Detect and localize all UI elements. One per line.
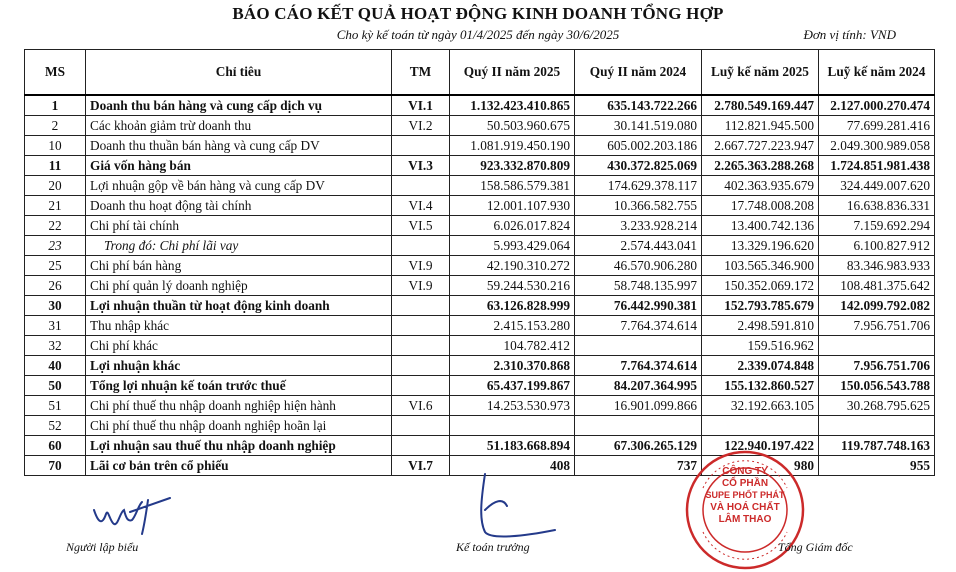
row-ytd-2025: 32.192.663.105 (702, 396, 819, 416)
row-ytd-2025: 155.132.860.527 (702, 376, 819, 396)
row-ytd-2024: 7.956.751.706 (819, 316, 935, 336)
row-note: VI.2 (392, 116, 450, 136)
header-q2-2025: Quý II năm 2025 (450, 50, 575, 96)
row-q2-2024: 737 (575, 456, 702, 476)
row-q2-2024: 430.372.825.069 (575, 156, 702, 176)
table-row (25, 416, 935, 436)
table-row (25, 296, 935, 316)
row-q2-2025: 65.437.199.867 (450, 376, 575, 396)
row-ytd-2024: 119.787.748.163 (819, 436, 935, 456)
row-ytd-2024: 324.449.007.620 (819, 176, 935, 196)
row-code: 2 (25, 116, 86, 136)
row-code: 50 (25, 376, 86, 396)
row-indicator: Thu nhập khác (86, 316, 392, 336)
row-indicator: Giá vốn hàng bán (86, 156, 392, 176)
table-row (25, 216, 935, 236)
row-ytd-2025: 17.748.008.208 (702, 196, 819, 216)
row-q2-2024 (575, 336, 702, 356)
row-note: VI.5 (392, 216, 450, 236)
row-indicator: Chi phí thuế thu nhập doanh nghiệp hiện hành (86, 396, 392, 416)
row-ytd-2025 (702, 416, 819, 436)
row-indicator: Doanh thu bán hàng và cung cấp dịch vụ (86, 95, 392, 116)
row-code: 40 (25, 356, 86, 376)
row-indicator: Lợi nhuận khác (86, 356, 392, 376)
row-ytd-2025: 2.265.363.288.268 (702, 156, 819, 176)
row-q2-2024: 605.002.203.186 (575, 136, 702, 156)
row-code: 51 (25, 396, 86, 416)
currency-unit: Đơn vị tính: VND (803, 27, 896, 42)
row-indicator: Trong đó: Chi phí lãi vay (86, 236, 392, 256)
row-indicator: Lợi nhuận thuần từ hoạt động kinh doanh (86, 296, 392, 316)
table-row (25, 396, 935, 416)
row-q2-2025: 63.126.828.999 (450, 296, 575, 316)
row-ytd-2025: 2.498.591.810 (702, 316, 819, 336)
row-code: 22 (25, 216, 86, 236)
table-row (25, 156, 935, 176)
row-code: 52 (25, 416, 86, 436)
row-ytd-2025: 402.363.935.679 (702, 176, 819, 196)
row-note (392, 416, 450, 436)
seal-line-3: SUPE PHỐT PHÁT (705, 490, 785, 500)
table-row (25, 356, 935, 376)
row-ytd-2025: 13.329.196.620 (702, 236, 819, 256)
row-q2-2025: 2.415.153.280 (450, 316, 575, 336)
row-code: 26 (25, 276, 86, 296)
row-code: 70 (25, 456, 86, 476)
seal-line-4: VÀ HOÁ CHẤT (710, 502, 780, 513)
row-code: 31 (25, 316, 86, 336)
preparer-signature (90, 492, 180, 536)
table-row (25, 196, 935, 216)
row-ytd-2024 (819, 336, 935, 356)
row-q2-2024 (575, 416, 702, 436)
chief-accountant-signature (455, 470, 565, 540)
row-ytd-2025: 2.780.549.169.447 (702, 95, 819, 116)
row-ytd-2024: 150.056.543.788 (819, 376, 935, 396)
row-code: 20 (25, 176, 86, 196)
seal-line-1: CÔNG TY (722, 466, 768, 477)
row-ytd-2025: 150.352.069.172 (702, 276, 819, 296)
row-ytd-2025: 2.339.074.848 (702, 356, 819, 376)
row-q2-2025: 2.310.370.868 (450, 356, 575, 376)
row-ytd-2025: 2.667.727.223.947 (702, 136, 819, 156)
header-indicator: Chỉ tiêu (86, 50, 392, 96)
row-q2-2025: 158.586.579.381 (450, 176, 575, 196)
row-ytd-2024: 108.481.375.642 (819, 276, 935, 296)
row-q2-2024: 58.748.135.997 (575, 276, 702, 296)
row-q2-2025 (450, 416, 575, 436)
row-code: 11 (25, 156, 86, 176)
row-ytd-2024: 83.346.983.933 (819, 256, 935, 276)
row-q2-2025: 104.782.412 (450, 336, 575, 356)
row-code: 32 (25, 336, 86, 356)
row-q2-2025: 42.190.310.272 (450, 256, 575, 276)
row-note (392, 436, 450, 456)
row-ytd-2025: 122.940.197.422 (702, 436, 819, 456)
row-note: VI.1 (392, 95, 450, 116)
director-label: Tổng Giám đốc (778, 540, 853, 554)
row-ytd-2024: 7.956.751.706 (819, 356, 935, 376)
row-ytd-2024: 30.268.795.625 (819, 396, 935, 416)
table-row (25, 236, 935, 256)
row-ytd-2024: 6.100.827.912 (819, 236, 935, 256)
row-ytd-2025: 103.565.346.900 (702, 256, 819, 276)
row-q2-2024: 84.207.364.995 (575, 376, 702, 396)
header-ytd-2024: Luỹ kế năm 2024 (819, 50, 935, 96)
row-ytd-2025: 112.821.945.500 (702, 116, 819, 136)
row-indicator: Lãi cơ bản trên cổ phiếu (86, 456, 392, 476)
chief-accountant-label: Kế toán trưởng (456, 540, 530, 554)
row-ytd-2025: 13.400.742.136 (702, 216, 819, 236)
table-row (25, 136, 935, 156)
row-note (392, 176, 450, 196)
row-note: VI.9 (392, 256, 450, 276)
row-note (392, 356, 450, 376)
row-indicator: Chi phí bán hàng (86, 256, 392, 276)
row-note (392, 296, 450, 316)
header-note: TM (392, 50, 450, 96)
row-indicator: Lợi nhuận sau thuế thu nhập doanh nghiệp (86, 436, 392, 456)
row-indicator: Chi phí khác (86, 336, 392, 356)
row-indicator: Chi phí thuế thu nhập doanh nghiệp hoãn lại (86, 416, 392, 436)
table-row (25, 376, 935, 396)
row-q2-2025: 50.503.960.675 (450, 116, 575, 136)
row-indicator: Doanh thu hoạt động tài chính (86, 196, 392, 216)
row-q2-2024: 2.574.443.041 (575, 236, 702, 256)
row-q2-2024: 174.629.378.117 (575, 176, 702, 196)
row-note (392, 236, 450, 256)
table-row (25, 116, 935, 136)
row-code: 21 (25, 196, 86, 216)
row-ytd-2024: 16.638.836.331 (819, 196, 935, 216)
header-ytd-2025: Luỹ kế năm 2025 (702, 50, 819, 96)
row-ytd-2025: 152.793.785.679 (702, 296, 819, 316)
row-q2-2024: 3.233.928.214 (575, 216, 702, 236)
row-q2-2025: 59.244.530.216 (450, 276, 575, 296)
row-q2-2025: 6.026.017.824 (450, 216, 575, 236)
table-header-row (25, 50, 935, 96)
report-period: Cho kỳ kế toán từ ngày 01/4/2025 đến ngày 30/6/2025 (336, 27, 620, 42)
report-title: BÁO CÁO KẾT QUẢ HOẠT ĐỘNG KINH DOANH TỔNG HỢP (232, 4, 724, 23)
row-code: 25 (25, 256, 86, 276)
row-ytd-2024: 142.099.792.082 (819, 296, 935, 316)
row-code: 30 (25, 296, 86, 316)
row-code: 23 (25, 236, 86, 256)
row-q2-2024: 67.306.265.129 (575, 436, 702, 456)
row-q2-2024: 46.570.906.280 (575, 256, 702, 276)
row-q2-2024: 7.764.374.614 (575, 316, 702, 336)
row-q2-2025: 51.183.668.894 (450, 436, 575, 456)
row-note (392, 136, 450, 156)
seal-line-5: LÂM THAO (718, 514, 772, 525)
row-note (392, 316, 450, 336)
row-note: VI.7 (392, 456, 450, 476)
row-q2-2024: 76.442.990.381 (575, 296, 702, 316)
row-indicator: Chi phí quản lý doanh nghiệp (86, 276, 392, 296)
row-indicator: Lợi nhuận gộp về bán hàng và cung cấp DV (86, 176, 392, 196)
income-statement-table (24, 49, 935, 476)
row-q2-2025: 14.253.530.973 (450, 396, 575, 416)
row-q2-2025: 1.132.423.410.865 (450, 95, 575, 116)
row-ytd-2024: 77.699.281.416 (819, 116, 935, 136)
row-q2-2024: 7.764.374.614 (575, 356, 702, 376)
row-note: VI.6 (392, 396, 450, 416)
row-ytd-2024: 2.127.000.270.474 (819, 95, 935, 116)
row-q2-2025: 923.332.870.809 (450, 156, 575, 176)
row-q2-2025: 12.001.107.930 (450, 196, 575, 216)
table-row (25, 256, 935, 276)
row-indicator: Các khoản giảm trừ doanh thu (86, 116, 392, 136)
row-indicator: Doanh thu thuần bán hàng và cung cấp DV (86, 136, 392, 156)
row-code: 1 (25, 95, 86, 116)
row-ytd-2024: 955 (819, 456, 935, 476)
row-note: VI.3 (392, 156, 450, 176)
row-indicator: Chi phí tài chính (86, 216, 392, 236)
row-note: VI.9 (392, 276, 450, 296)
row-ytd-2024: 2.049.300.989.058 (819, 136, 935, 156)
table-row (25, 336, 935, 356)
row-indicator: Tổng lợi nhuận kế toán trước thuế (86, 376, 392, 396)
row-code: 10 (25, 136, 86, 156)
row-note (392, 376, 450, 396)
row-q2-2024: 30.141.519.080 (575, 116, 702, 136)
row-note: VI.4 (392, 196, 450, 216)
header-q2-2024: Quý II năm 2024 (575, 50, 702, 96)
table-row (25, 176, 935, 196)
row-ytd-2024 (819, 416, 935, 436)
row-note (392, 336, 450, 356)
row-q2-2024: 16.901.099.866 (575, 396, 702, 416)
seal-line-2: CỔ PHẦN (721, 478, 769, 489)
row-q2-2025: 408 (450, 456, 575, 476)
table-row (25, 316, 935, 336)
row-ytd-2024: 1.724.851.981.438 (819, 156, 935, 176)
row-q2-2025: 5.993.429.064 (450, 236, 575, 256)
table-row (25, 95, 935, 116)
row-ytd-2024: 7.159.692.294 (819, 216, 935, 236)
row-q2-2024: 635.143.722.266 (575, 95, 702, 116)
preparer-label: Người lập biểu (66, 540, 139, 554)
row-ytd-2025: 980 (702, 456, 819, 476)
table-row (25, 276, 935, 296)
header-ms: MS (25, 50, 86, 96)
row-q2-2025: 1.081.919.450.190 (450, 136, 575, 156)
row-code: 60 (25, 436, 86, 456)
row-q2-2024: 10.366.582.755 (575, 196, 702, 216)
row-ytd-2025: 159.516.962 (702, 336, 819, 356)
